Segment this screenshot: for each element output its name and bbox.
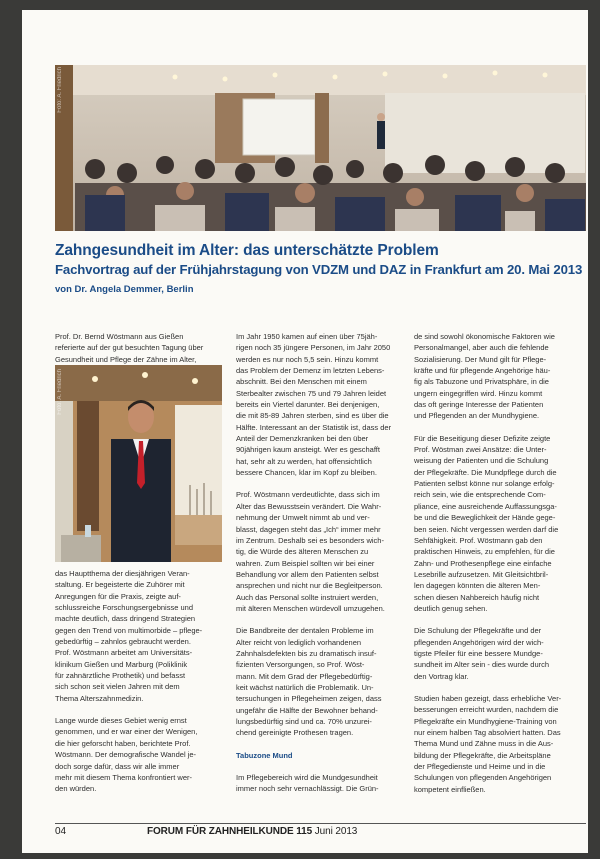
text-line: gegen den Trend von multimorbide – pflege-	[55, 625, 203, 635]
text-line: mit älteren Menschen würdevoll umzugehen.	[236, 603, 385, 613]
text-line: für zahnärztliche Prothetik) und befasst	[55, 671, 186, 681]
text-line: chend gereinigte Prothesen tragen.	[236, 728, 354, 738]
text-line: tigste Pfeiler für eine bessere Mundge-	[414, 648, 543, 658]
text-line: Personalmangel, aber auch die fehlende	[414, 343, 549, 353]
text-line: Prof. Dr. Bernd Wöstmann aus Gießen	[55, 332, 184, 341]
text-line: Im Pflegebereich wird die Mundgesundheit	[236, 773, 378, 783]
text-line: len dagegen könnten die älteren Men-	[414, 581, 541, 591]
text-line: Im Jahr 1950 kamen auf einen über 75jäh-	[236, 332, 378, 341]
text-line: nur einem halben Tag absolviert hatten. Das	[414, 728, 561, 737]
footer-rule	[55, 823, 586, 824]
paragraph-gap	[236, 761, 403, 772]
text-line: deutlich genug sehen.	[414, 603, 488, 613]
text-line: Pflegekräfte ein Mundhygiene-Training von	[414, 716, 557, 726]
text-line: schlussreiche Forschungsergebnisse und	[55, 603, 193, 613]
column-3	[414, 331, 584, 795]
text-line: bessere Chancen, klar im Kopf zu bleiben.	[236, 468, 377, 478]
text-line: hat, sehr alt zu werden, hat offensichtlich	[236, 456, 372, 466]
text-line: ungefähr die Hälfte der Bewohner behand-	[236, 705, 378, 715]
text-line: Die Schulung der Pflegekräfte und der	[414, 626, 542, 636]
text-line: referierte auf der gut besuchten Tagung über	[55, 343, 204, 353]
text-line: im Zentrum. Deshalb sei es besonders wich-	[236, 535, 384, 545]
text-line: den würden.	[55, 784, 97, 794]
text-line: Alter reicht von lediglich vorhandenen	[236, 637, 362, 647]
column-2	[236, 331, 403, 795]
text-line: fig als Tabuzone und Privatsphäre, in die	[414, 377, 549, 387]
text-line: staltung. Er begeisterte die Zuhörer mit	[55, 580, 185, 590]
text-line: die mit 85-89 Jahren sterben, sind es über die	[236, 411, 389, 421]
text-line: abschnitt. Bei den Menschen mit einem	[236, 377, 367, 387]
text-line: Für die Beseitigung dieser Defizite zeigte	[414, 433, 551, 443]
text-line: praktischen Hinweis, zu empfehlen, für die	[414, 547, 555, 557]
text-line: Hälfte. Interessant an der Statistik ist, dass der	[236, 422, 392, 432]
text-line: Sterbealter zwischen 75 und 79 Jahren leidet	[236, 388, 387, 398]
text-line: Thema Alterszahnmedizin.	[55, 693, 144, 703]
paragraph-gap	[55, 704, 225, 715]
column-1-intro	[55, 331, 225, 365]
column-1-body	[55, 568, 225, 795]
text-line: bildung der Pflegekräfte, die Arbeitspläne	[414, 750, 551, 760]
text-line: das Hauptthema der diesjährigen Veran-	[55, 569, 190, 578]
article-subtitle: Fachvortrag auf der Frühjahrstagung von VDZM und DAZ in Frankfurt am 20. Mai 2013	[55, 262, 583, 277]
text-line: Lange wurde dieses Gebiet wenig ernst	[55, 716, 187, 726]
text-line: Prof. Wöstmann verdeutlichte, dass sich im	[236, 490, 380, 500]
text-line: die hier geforscht haben, berichtete Prof.	[55, 738, 191, 748]
paragraph-gap	[236, 739, 403, 750]
paragraph-gap	[236, 478, 403, 489]
text-line: Studien haben gezeigt, dass erhebliche Ver-	[414, 693, 562, 703]
text-line: kräfte und für pflegende Angehörige häu-	[414, 366, 551, 376]
text-line: der Pflegedienste und Heime und in die	[414, 762, 546, 772]
page-number: 04	[55, 826, 67, 837]
text-line: fizienten Versorgungen, so Prof. Wöst-	[236, 660, 365, 670]
text-line: werden es nur noch 5,5 sein. Hinzu kommt	[236, 354, 379, 364]
text-line: Schulungen von pflegenden Angehörigen	[414, 773, 552, 783]
text-line: das Problem der Demenz im letzten Lebens-	[236, 366, 385, 376]
photo-credit: Foto: A. Friedrich	[57, 369, 63, 415]
text-line: Sozialisierung. Der Mund gilt für Pflege-	[414, 354, 547, 364]
text-line: Zahnhalsdefekten bis zu dramatisch insuf-	[236, 648, 377, 658]
text-line: bereits ein Viertel darunter. Bei denjenigen,	[236, 400, 380, 410]
text-line: Zahn- und Prothesenpflege eine einfache	[414, 558, 552, 568]
text-line: sundheit im Alter sein - dies wurde durch	[414, 660, 550, 670]
text-line: de sind sowohl ökonomische Faktoren wie	[414, 332, 555, 341]
text-line: besserungen erreicht wurden, nachdem die	[414, 705, 559, 715]
article-title: Zahngesundheit im Alter: das unterschätzte Problem	[55, 242, 439, 259]
magazine-issue	[147, 826, 357, 837]
conference-photo-illustration	[55, 65, 586, 231]
text-line: Thema Mund und Zähne muss in die Aus-	[414, 739, 554, 749]
text-line: Alter das Bewusstsein verändert. Die Wahr-	[236, 501, 382, 511]
text-line: Anteil der Demenzkranken bei den über	[236, 434, 369, 444]
text-line: mehr mit diesem Thema konfrontiert wer-	[55, 772, 192, 782]
text-line: Gesundheit und Pflege der Zähne im Alter,	[55, 354, 197, 364]
text-line: rigen noch 35 jüngere Personen, im Jahr 2050	[236, 343, 391, 353]
text-line: ansprechen und nicht nur die Begleitperson.	[236, 581, 383, 591]
conference-audience-photo	[55, 65, 586, 231]
text-line: Behandlung vor allem den Patienten selbst	[236, 569, 379, 579]
text-line: der Pflegekräfte. Die Mundpflege durch die	[414, 467, 557, 477]
text-line: tersuchungen in Pflegeheimen zeigen, dass	[236, 694, 382, 704]
text-line: sich schon seit vielen Jahren mit dem	[55, 682, 180, 692]
text-line: weisung der Patienten und die Schulung	[414, 456, 549, 466]
magazine-name: FORUM FÜR ZAHNHEILKUNDE 115	[147, 826, 313, 837]
text-line: pflegenden Angehörigen wird der wich-	[414, 637, 544, 647]
text-line: Auch das Personal sollte instruiert werden,	[236, 592, 379, 602]
paragraph-gap	[414, 682, 584, 693]
photo-credit: Foto: A. Friedrich	[57, 67, 63, 113]
text-line: wahren. Zum Beispiel sollten wir bei einer	[236, 558, 375, 568]
text-line: Wöstmann. Der demografische Wandel je-	[55, 750, 197, 760]
issue-date: Juni 2013	[314, 826, 358, 837]
text-line: schen diesen Nahbereich häufig nicht	[414, 592, 540, 602]
speaker-photo-illustration	[55, 365, 222, 562]
text-line: immer noch sehr vernachlässigt. Die Grün-	[236, 784, 379, 794]
text-line: blasst, dagegen steht das „Ich“ immer mehr	[236, 524, 381, 534]
text-line: nehmung der Umwelt nimmt ab und ver-	[236, 513, 370, 523]
article-author: von Dr. Angela Demmer, Berlin	[55, 284, 194, 295]
text-line: mann. Mit dem Grad der Pflegebedürftig-	[236, 671, 373, 681]
paragraph-gap	[414, 422, 584, 433]
paragraph-gap	[414, 614, 584, 625]
text-line: pliance, eine ausreichende Auffassungsga-	[414, 501, 557, 511]
text-line: Lesebrille aufzusetzen. Mit Gleitsichtbril-	[414, 569, 549, 579]
text-line: Sehfähigkeit. Prof. Wöstmann gab den	[414, 535, 543, 545]
magazine-page	[22, 10, 588, 853]
text-line: gebedürftig – zahnlos gebraucht werden.	[55, 637, 191, 647]
text-line: Die Bandbreite der dentalen Probleme im	[236, 626, 374, 636]
text-line: lungsbedürftig sind und ca. 70% unzurei-	[236, 717, 372, 726]
text-line: keit wächst natürlich die Problematik. Un-	[236, 682, 374, 692]
paragraph-gap	[236, 614, 403, 625]
text-line: klinikum Gießen und Marburg (Poliklinik	[55, 659, 188, 669]
text-line: Anregungen für die Praxis, zeigte auf-	[55, 591, 181, 601]
text-line: Prof. Wöstman zwei Ansätze: die Unter-	[414, 445, 547, 455]
text-line: ben seien. Nicht vergessen werden darf die	[414, 524, 559, 534]
text-line: machte deutlich, dass dringend Strategien	[55, 614, 196, 624]
text-line: den Vortrag klar.	[414, 671, 469, 681]
text-line: doch sorge dafür, dass wir alle immer	[55, 761, 180, 771]
text-line: reich sein, wie die entsprechende Com-	[414, 490, 546, 500]
text-line: Patienten selbst könne nur solange erfolg-	[414, 479, 555, 489]
section-subheading: Tabuzone Mund	[236, 750, 293, 760]
text-line: ungern eingegriffen wird. Hinzu kommt	[414, 388, 543, 398]
text-line: das oft geringe Interesse der Patienten	[414, 400, 544, 410]
text-line: tig, die Würde des älteren Menschen zu	[236, 547, 369, 557]
text-line: und Pflegenden an der Mundhygiene.	[414, 411, 540, 421]
text-line: be und die Beweglichkeit der Hände gege-	[414, 513, 556, 523]
text-line: Prof. Wöstmann arbeitet am Universitäts-	[55, 648, 193, 658]
speaker-photo	[55, 365, 222, 562]
text-line: 90jährigen kaum ansteigt. Wer es geschafft	[236, 445, 380, 455]
text-line: genommen, und er war einer der Wenigen,	[55, 727, 198, 737]
text-line: kompetent einfließen.	[414, 784, 486, 794]
